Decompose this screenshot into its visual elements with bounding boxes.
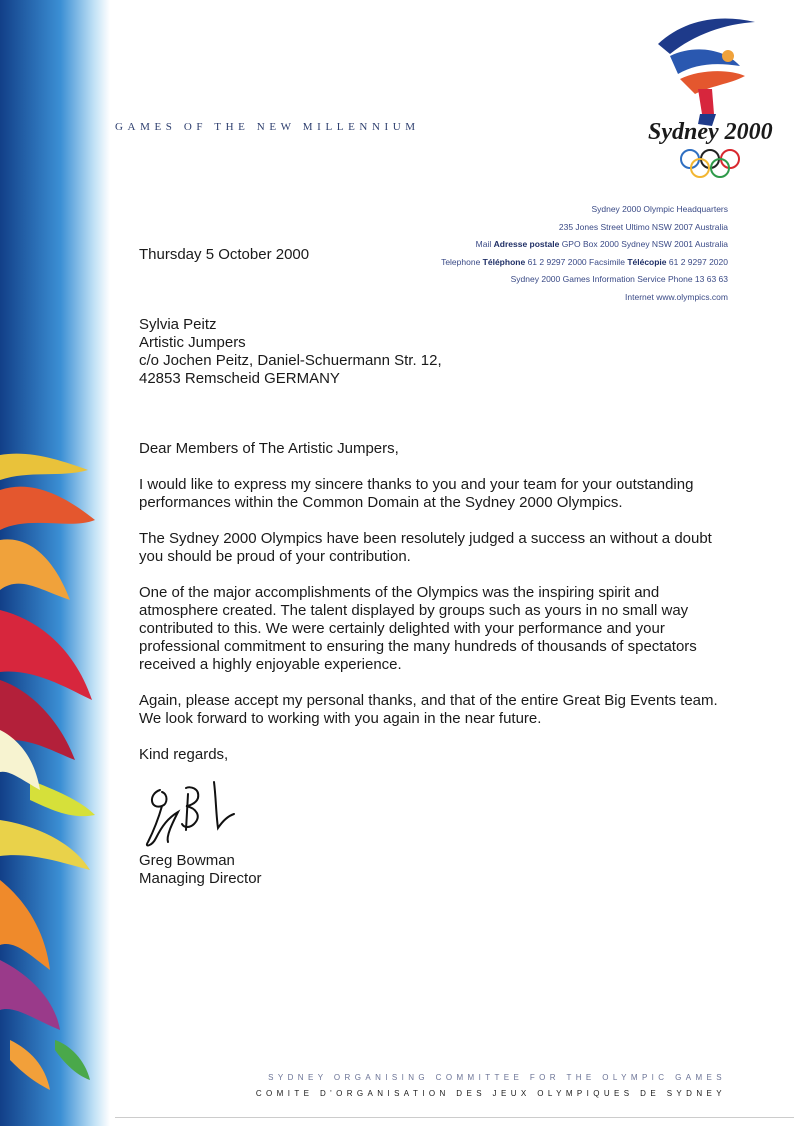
fax-label-fr: Télécopie — [627, 256, 667, 267]
closing: Kind regards, — [139, 746, 229, 763]
address-mail — [441, 236, 728, 254]
tel-value: 61 2 9297 2000 — [527, 256, 587, 267]
address-internet: Internet www.olympics.com — [625, 291, 728, 302]
body-paragraph: Again, please accept my personal thanks, and that of the entire Great Big Events team. We look forward to working with you again in the near future. — [139, 692, 718, 727]
address-info-service: Sydney 2000 Games Information Service Phone 13 63 63 — [510, 274, 728, 284]
footer-committee-fr: COMITE D'ORGANISATION DES JEUX OLYMPIQUES DE SYDNEY — [255, 1089, 726, 1098]
tel-label: Telephone — [441, 256, 481, 267]
decorative-border-art — [0, 0, 110, 1126]
handwritten-signature — [138, 772, 278, 852]
letterhead-address-block — [441, 201, 728, 306]
recipient-address — [139, 316, 442, 388]
letter-date: Thursday 5 October 2000 — [139, 246, 310, 263]
letter-body — [139, 440, 729, 782]
recipient-line: Artistic Jumpers — [139, 334, 246, 351]
signer-title: Managing Director — [139, 870, 262, 887]
recipient-line: c/o Jochen Peitz, Daniel-Schuermann Str. 12, — [139, 352, 442, 369]
body-paragraph: I would like to express my sincere thanks to you and your team for your outstanding performances within the Common Domain at the Sydney 2000 Olympics. — [139, 476, 694, 511]
address-phone-fax — [441, 254, 728, 272]
fax-label: Facsimile — [589, 256, 625, 267]
signer-name: Greg Bowman — [139, 852, 235, 869]
mail-value: GPO Box 2000 Sydney NSW 2001 Australia — [561, 239, 728, 249]
recipient-line: 42853 Remscheid GERMANY — [139, 370, 340, 387]
sydney-2000-logo — [640, 14, 780, 184]
body-paragraph: One of the major accomplishments of the Olympics was the inspiring spirit and atmosphere created. The talent displayed by groups such as yours in no small way contributed to this. We were certainly delighted with your performance and your professional commitment to ensuring the many hundreds of thousands of spectators received a highly enjoyable experience. — [139, 584, 697, 673]
footer-rule — [115, 1117, 794, 1118]
recipient-line: Sylvia Peitz — [139, 316, 217, 333]
tel-label-fr: Téléphone — [482, 256, 526, 267]
salutation: Dear Members of The Artistic Jumpers, — [139, 440, 399, 457]
body-paragraph: The Sydney 2000 Olympics have been resolutely judged a success an without a doubt you should be proud of your contribution. — [139, 530, 712, 565]
footer-committee-en: SYDNEY ORGANISING COMMITTEE FOR THE OLYMPIC GAMES — [268, 1073, 726, 1082]
mail-label: Mail — [475, 239, 492, 249]
fax-value: 61 2 9297 2020 — [668, 256, 728, 267]
address-hq: Sydney 2000 Olympic Headquarters — [591, 204, 728, 214]
signer-block — [139, 852, 262, 888]
letterhead-tagline: GAMES OF THE NEW MILLENNIUM — [115, 121, 420, 133]
logo-wordmark: Sydney 2000 — [648, 119, 773, 145]
mail-label-fr: Adresse postale — [493, 239, 560, 249]
address-street: 235 Jones Street Ultimo NSW 2007 Australia — [558, 221, 728, 232]
